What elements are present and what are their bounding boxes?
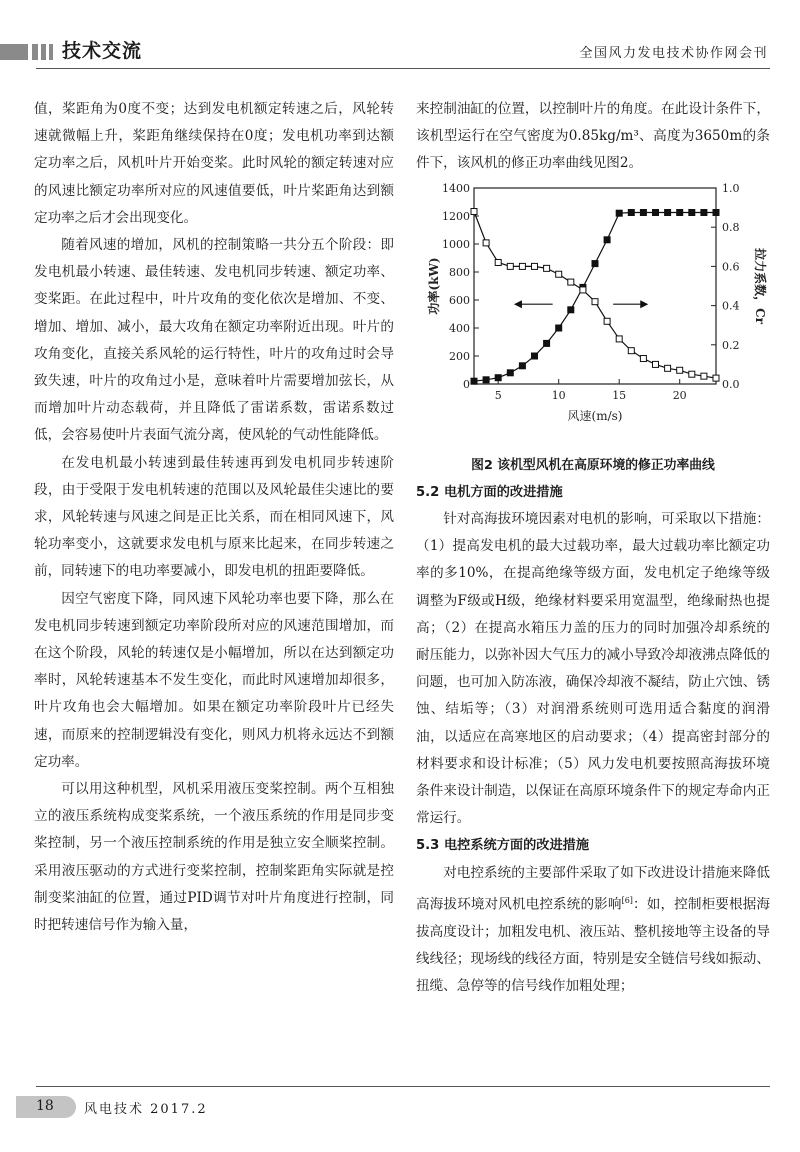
series-1-point xyxy=(628,209,634,215)
y-left-axis-label: 功率(kW) xyxy=(427,257,441,315)
series-2-point xyxy=(507,263,513,269)
y-left-tick-label: 1400 xyxy=(442,181,470,195)
x-tick-label: 10 xyxy=(551,388,566,402)
left-column xyxy=(34,96,394,939)
series-2-point xyxy=(592,298,598,304)
header-bar-1 xyxy=(32,44,38,60)
series-1-point xyxy=(665,209,671,215)
series-1-point xyxy=(532,353,538,359)
series-1-point xyxy=(519,362,525,368)
series-1-point xyxy=(616,210,622,216)
series-1-point xyxy=(507,369,513,375)
header-bar-wide xyxy=(0,44,28,60)
header-bar-3 xyxy=(49,44,53,60)
series-2-point xyxy=(568,279,574,285)
y-right-tick-label: 0.2 xyxy=(722,338,740,352)
series-2-point xyxy=(604,318,610,324)
x-tick-label: 15 xyxy=(612,388,627,402)
header-rule xyxy=(36,68,770,69)
series-1-point xyxy=(653,209,659,215)
y-left-tick-label: 1000 xyxy=(442,237,470,251)
citation-ref: [6] xyxy=(621,895,633,905)
x-axis-label: 风速(m/s) xyxy=(567,408,623,423)
y-left-tick-label: 200 xyxy=(449,349,470,363)
section-5-2-heading: 5.2 电机方面的改进措施 xyxy=(416,484,563,500)
series-2-point xyxy=(495,259,501,265)
left-arrow-head xyxy=(514,300,522,308)
footer-rule xyxy=(36,1086,770,1087)
x-tick-label: 20 xyxy=(672,388,687,402)
series-1-point xyxy=(713,209,719,215)
page-number: 18 xyxy=(36,1098,54,1114)
y-left-tick-label: 1200 xyxy=(442,209,470,223)
series-1-point xyxy=(483,376,489,382)
left-paragraph-1: 值，桨距角为0度不变；达到发电机额定转速之后，风轮转速就微幅上升，桨距角继续保持在0度；发电机功率到达额定功率之后，风机叶片开始变桨。此时风轮的额定转速对应的风速比额定功率所对应的风速值要低，叶片桨距角达到额定功率之后才会出现变化。 xyxy=(34,101,394,226)
page-header xyxy=(0,0,800,78)
y-right-tick-label: 0.0 xyxy=(722,377,740,391)
figure-caption: 图2 该机型风机在高原环境的修正功率曲线 xyxy=(471,457,715,473)
x-tick-label: 5 xyxy=(494,388,502,402)
series-2-point xyxy=(471,208,477,214)
plot-frame xyxy=(474,188,716,384)
series-2-point xyxy=(628,347,634,353)
series-2-point xyxy=(713,375,719,381)
series-2-point xyxy=(677,367,683,373)
series-1-point xyxy=(556,325,562,331)
series-2-point xyxy=(689,371,695,377)
section-title: 技术交流 xyxy=(62,40,143,62)
header-bar-2 xyxy=(41,44,46,60)
series-1-point xyxy=(568,306,574,312)
section-5-3-text-b: ：如，控制柜要根据海拔高度设计；加粗发电机、液压站、整机接地等主设备的导线线径；现场线的线径方面，特别是安全链信号线如振动、扭缆、急停等的信号线作加粗处理； xyxy=(416,896,770,994)
left-paragraph-3: 在发电机最小转速到最佳转速再到发电机同步转速阶段，由于受限于发电机转速的范围以及风轮最佳尖速比的要求，风轮转速与风速之间是正比关系，而在相同风速下，风轮功率变小，这就要求发电机与原来比起来，在同步转速之前，同转速下的电功率要减小，即发电机的扭距要降低。 xyxy=(34,454,394,580)
series-1-point xyxy=(544,340,550,346)
series-2-point xyxy=(653,361,659,367)
series-1-point xyxy=(604,236,610,242)
y-right-tick-label: 0.8 xyxy=(722,220,740,234)
series-2-point xyxy=(556,271,562,277)
series-2-point xyxy=(580,287,586,293)
series-1-point xyxy=(701,209,707,215)
right-column xyxy=(416,96,770,1000)
y-right-axis-label: 拉力系数，Cr xyxy=(753,247,767,324)
y-right-tick-label: 0.6 xyxy=(722,260,740,274)
series-2-point xyxy=(483,239,489,245)
series-line-1 xyxy=(474,212,716,381)
y-right-tick-label: 1.0 xyxy=(722,181,740,195)
series-2-point xyxy=(640,355,646,361)
left-paragraph-2: 随着风速的增加，风机的控制策略一共分五个阶段：即发电机最小转速、最佳转速、发电机同步转速、额定功率、变桨距。在此过程中，叶片攻角的变化依次是增加、不变、增加、增加、减小，最大攻角在额定功率附近出现。叶片的攻角变化，直接关系风轮的运行特性，叶片的攻角过时会导致失速，叶片的攻角过小是，意味着叶片需要增加弦长，从而增加叶片动态载荷，并且降低了雷诺系数，雷诺系数过低，会容易使叶片表面气流分离，使风轮的气动性能降低。 xyxy=(34,237,394,444)
footer-journal: 风电技术 2017.2 xyxy=(84,1102,208,1117)
section-5-3-text-a: 对电控系统的主要部件采取了如下改进设计措施来降低高海拔环境对风机电控系统的影响 xyxy=(416,864,770,913)
series-1-point xyxy=(677,209,683,215)
series-2-point xyxy=(519,263,525,269)
series-line-2 xyxy=(474,211,716,378)
y-right-tick-label: 0.4 xyxy=(722,299,740,313)
y-left-tick-label: 600 xyxy=(449,293,470,307)
y-left-tick-label: 800 xyxy=(449,265,470,279)
series-2-point xyxy=(544,265,550,271)
right-paragraph-top: 来控制油缸的位置，以控制叶片的角度。在此设计条件下，该机型运行在空气密度为0.85kg/m³、高度为3650m的条件下，该风机的修正功率曲线见图2。 xyxy=(416,101,770,172)
series-2-point xyxy=(701,373,707,379)
y-left-tick-label: 0 xyxy=(463,377,470,391)
left-paragraph-4: 因空气密度下降，同风速下风轮功率也要下降，那么在发电机同步转速到额定功率阶段所对应的风速范围增加，而在这个阶段，风轮的转速仅是小幅增加，所以在达到额定功率时，风轮转速基本不发生变化，而此时风速增加却很多，叶片攻角也会大幅增加。如果在额定功率阶段叶片已经失速，而原来的控制逻辑没有变化，则风力机将永远达不到额定功率。 xyxy=(34,590,394,770)
journal-org: 全国风力发电技术协作网会刊 xyxy=(579,46,768,61)
series-1-point xyxy=(471,378,477,384)
power-curve-chart xyxy=(416,178,770,450)
right-arrow-head xyxy=(640,300,648,308)
series-1-point xyxy=(592,260,598,266)
y-left-tick-label: 400 xyxy=(449,321,470,335)
series-2-point xyxy=(665,365,671,371)
section-5-3-heading: 5.3 电控系统方面的改进措施 xyxy=(416,838,590,854)
series-1-point xyxy=(689,209,695,215)
left-paragraph-5: 可以用这种机型，风机采用液压变桨控制。两个互相独立的液压系统构成变桨系统，一个液压系统的作用是同步变桨控制，另一个液压控制系统的作用是独立安全顺桨控制。采用液压驱动的方式进行变桨控制，控制桨距角实际就是控制变桨油缸的位置，通过PID调节对叶片角度进行控制，同时把转速信号作为输入量， xyxy=(34,781,394,934)
series-1-point xyxy=(640,209,646,215)
section-5-3-body xyxy=(416,860,770,1001)
series-1-point xyxy=(495,374,501,380)
section-5-2-body: 针对高海拔环境因素对电机的影响，可采取以下措施：（1）提高发电机的最大过载功率，最大过载功率比额定功率的多10%，在提高绝缘等级方面，发电机定子绝缘等级调整为F级或H级，绝缘材料要采用宽温型，绝缘耐热也提高；（2）在提高水箱压力盖的压力的同时加强冷却系统的耐压能力，以弥补因大气压力的减小导致冷却液沸点降低的问题，也可加入防冻液，确保冷却液不凝结，防止穴蚀、锈蚀、结垢等；（3）对润滑系统则可选用适合黏度的润滑油，以适应在高寒地区的启动要求；（4）提高密封部分的材料要求和设计标准；（5）风力发电机要按照高海拔环境条件来设计制造，以保证在高原环境条件下的规定寿命内正常运行。 xyxy=(416,511,770,827)
series-2-point xyxy=(616,336,622,342)
series-2-point xyxy=(532,263,538,269)
